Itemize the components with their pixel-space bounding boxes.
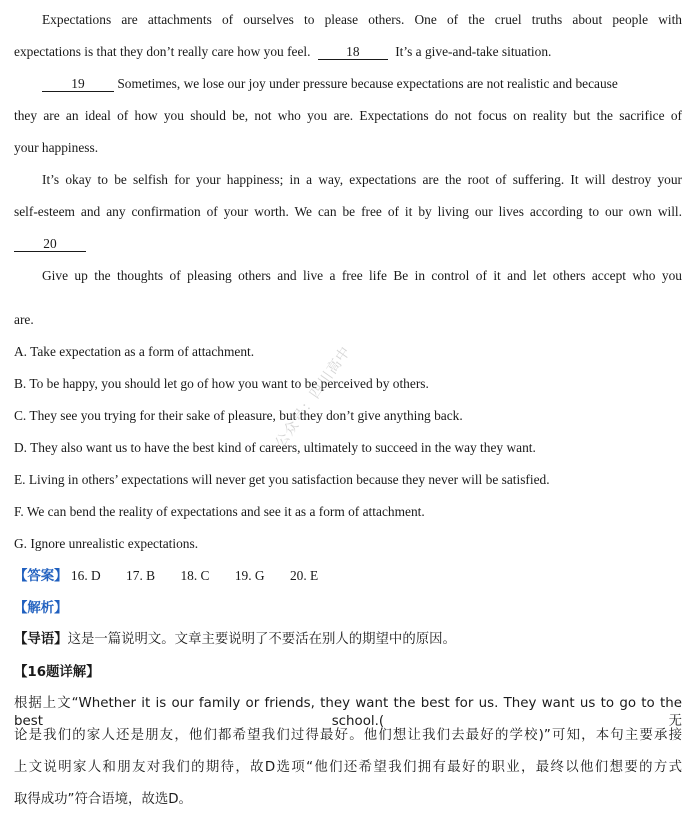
passage-line: are. <box>14 312 34 327</box>
guide-label: 【导语】 <box>14 632 68 647</box>
answer-item: 17. B <box>126 568 156 583</box>
answer-item: 19. G <box>234 568 265 583</box>
watermark: 公众号：四川高中 <box>272 343 355 451</box>
option-e: E. Living in others’ expectations will never get you satisfaction because they never will be satisfied. <box>14 472 550 487</box>
guide-line <box>14 631 682 649</box>
blank-19: 19 <box>42 76 114 92</box>
passage-line: Give up the thoughts of pleasing others and live a free life Be in control of it and let others accept who you <box>42 268 682 283</box>
passage-line: 19 Sometimes, we lose our joy under pressure because expectations are not realistic and because <box>42 75 682 93</box>
q16-line: 上文说明家人和朋友对我们的期待，故D选项“他们还希望我们拥有最好的职业，最终以他们想要的方式 <box>14 760 682 775</box>
answer-item: 18. C <box>180 568 210 583</box>
option-f: F. We can bend the reality of expectations and see it as a form of attachment. <box>14 504 425 519</box>
option-c: C. They see you trying for their sake of pleasure, but they don’t give anything back. <box>14 408 463 423</box>
passage-line: they are an ideal of how you should be, not who you are. Expectations do not focus on reality but the sacrifice of <box>14 108 682 123</box>
passage-line: Expectations are attachments of ourselves to please others. One of the cruel truths about people with <box>42 12 682 27</box>
answer-label: 【答案】 <box>14 569 68 584</box>
passage-line: self-esteem and any confirmation of your worth. We can be free of it by living our lives according to our own will. <box>14 204 682 219</box>
blank-20: 20 <box>14 236 86 252</box>
passage-line: expectations is that they don’t really care how you feel. 18 It’s a give-and-take situation. <box>14 44 552 59</box>
analysis-heading: 【解析】 <box>14 601 68 616</box>
passage-line: It’s okay to be selfish for your happiness; in a way, expectations are the root of suffering. It will destroy your <box>42 172 682 187</box>
passage-line: your happiness. <box>14 140 99 155</box>
passage-line <box>14 235 682 253</box>
option-d: D. They also want us to have the best kind of careers, ultimately to succeed in the way they want. <box>14 440 536 455</box>
q16-line: 取得成功”符合语境，故选D。 <box>14 792 192 807</box>
blank-18: 18 <box>318 44 388 60</box>
q16-line: 根据上文“Whether it is our family or friends, they want the best for us. They want us to go to the best school.(无 <box>14 696 682 729</box>
q16-line: 论是我们的家人还是朋友，他们都希望我们过得最好。他们想让我们去最好的学校)”可知，本句主要承接 <box>14 728 682 743</box>
option-a: A. Take expectation as a form of attachment. <box>14 344 255 359</box>
option-b: B. To be happy, you should let go of how you want to be perceived by others. <box>14 376 429 391</box>
answer-row <box>14 567 682 586</box>
answer-item: 16. D <box>70 568 101 583</box>
answer-item: 20. E <box>289 568 319 583</box>
option-g: G. Ignore unrealistic expectations. <box>14 536 199 551</box>
q16-heading: 【16题详解】 <box>14 665 100 680</box>
guide-text: 这是一篇说明文。文章主要说明了不要活在别人的期望中的原因。 <box>67 632 456 647</box>
